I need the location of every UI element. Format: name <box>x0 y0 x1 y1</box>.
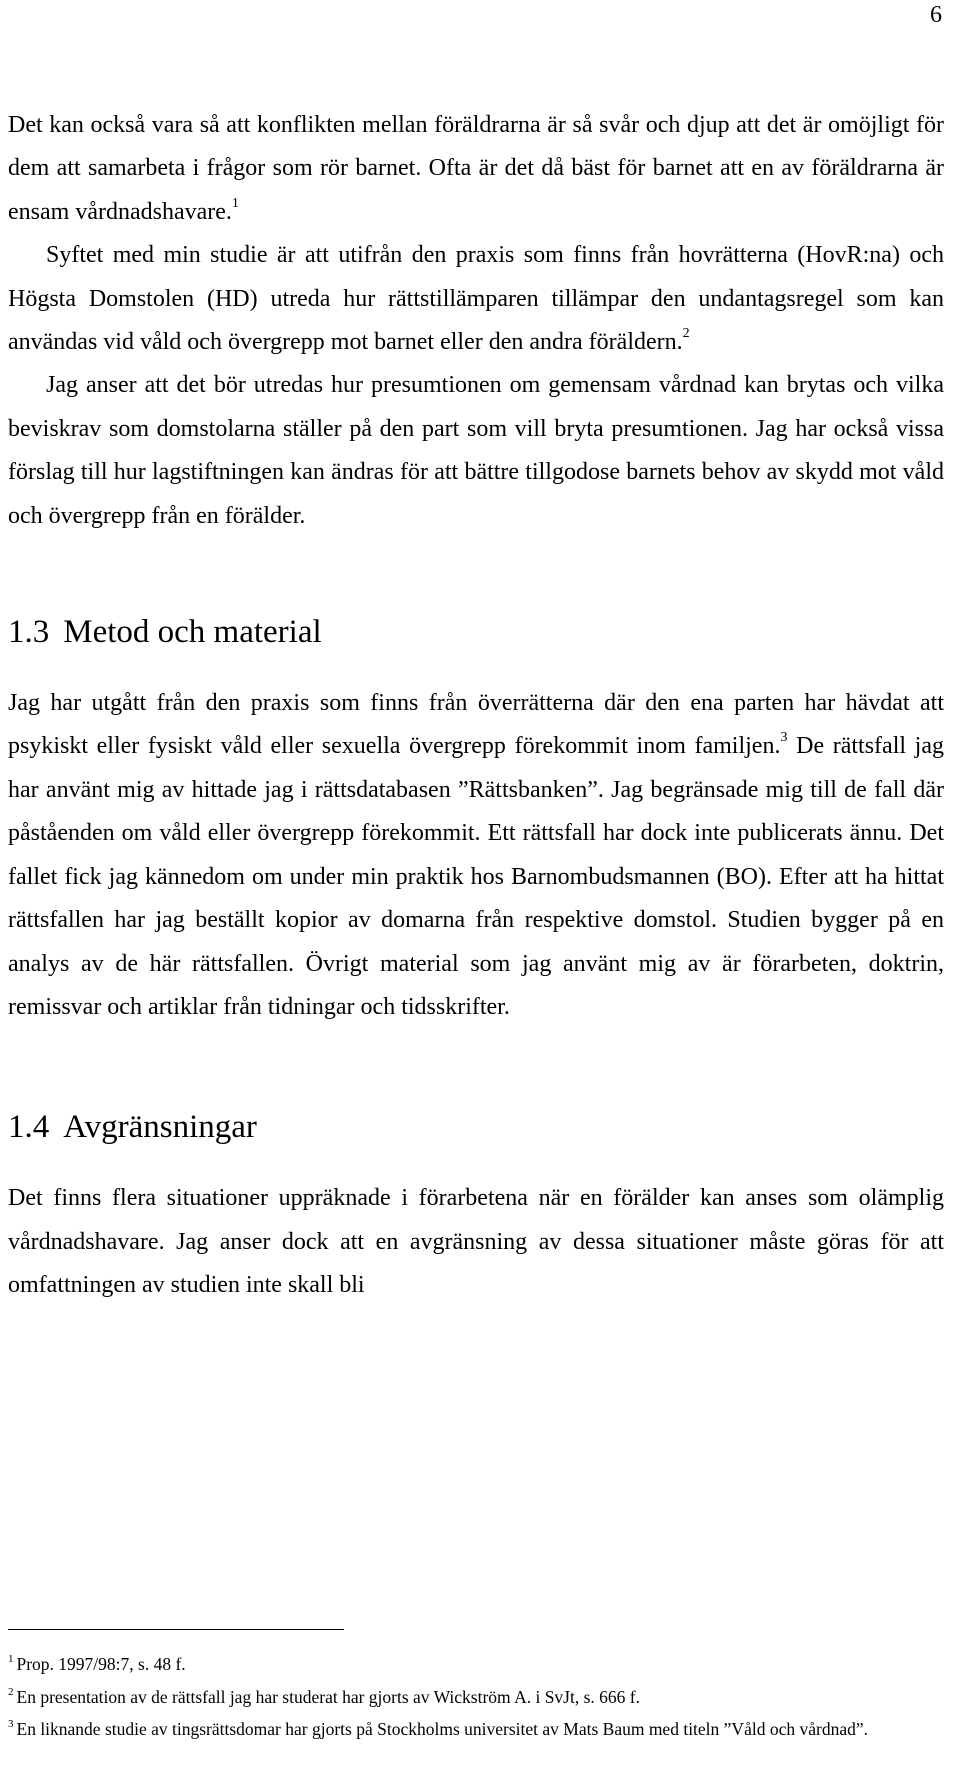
footnote-number: 1 <box>8 1653 14 1665</box>
footnote-number: 2 <box>8 1685 14 1698</box>
footnote-divider <box>8 1629 344 1630</box>
section-title: Avgränsningar <box>63 1109 257 1146</box>
paragraph <box>8 1177 944 1307</box>
paragraph <box>8 364 944 538</box>
paragraph <box>8 104 944 234</box>
paragraph <box>8 682 944 1029</box>
paragraph-text: Jag anser att det bör utredas hur presumtionen om gemensam vårdnad kan brytas och vilka beviskrav som domstolarna ställer på den part som vill bryta presumtionen. Jag har också vissa förslag till hur lagstiftningen kan ändras för att bättre tillgodose barnets behov av skydd mot våld och övergrepp från en förälder. <box>8 372 944 529</box>
paragraph-text: De rättsfall jag har använt mig av hittade jag i rättsdatabasen ”Rättsbanken”. Jag begränsade mig till de fall där påståenden om våld eller övergrepp förekommit. Ett rättsfall har dock inte publicerats ännu. Det fallet fick jag kännedom om under min praktik hos Barnombudsmannen (BO). Efter att ha hittat rättsfallen har jag beställt kopior av domarna från respektive domstol. Studien bygger på en analys av de här rättsfallen. Övrigt material som jag använt mig av är förarbeten, doktrin, remissvar och artiklar från tidningar och tidsskrifter. <box>8 733 944 1020</box>
footnote-text: Prop. 1997/98:7, s. 48 f. <box>16 1654 186 1674</box>
footnote-ref[interactable]: 1 <box>231 195 239 211</box>
footnote-text: En presentation av de rättsfall jag har studerat har gjorts av Wickström A. i SvJt, s. 666 f. <box>16 1686 640 1707</box>
footnote-ref[interactable]: 2 <box>682 326 690 342</box>
footnote <box>8 1713 944 1746</box>
section-number: 1.4 <box>8 1109 50 1146</box>
paragraph-text: Det finns flera situationer uppräknade i förarbetena när en förälder kan anses som olämplig vårdnadshavare. Jag anser dock att en avgränsning av dessa situationer måste göras för att omfattningen av studien inte skall bli <box>8 1185 944 1299</box>
footnote <box>8 1681 944 1714</box>
section-number: 1.3 <box>8 614 50 651</box>
footnote-text: En liknande studie av tingsrättsdomar har gjorts på Stockholms universitet av Mats Baum med titeln ”Våld och vårdnad”. <box>16 1719 868 1739</box>
page-number: 6 <box>930 2 942 28</box>
footnote <box>8 1648 944 1681</box>
document-body <box>8 104 944 1308</box>
footnote-number: 3 <box>8 1718 14 1730</box>
footnotes <box>8 1648 944 1746</box>
paragraph-text: Syftet med min studie är att utifrån den praxis som finns från hovrätterna (HovR:na) och Högsta Domstolen (HD) utreda hur rättstillämparen tillämpar den undantagsregel som kan användas vid våld och övergrepp mot barnet eller den andra föräldern. <box>8 242 944 356</box>
paragraph <box>8 234 944 364</box>
paragraph-text: Jag har utgått från den praxis som finns från överrätterna där den ena parten har hävdat att psykiskt eller fysiskt våld eller sexuella övergrepp förekommit inom familjen. <box>8 690 944 760</box>
section-heading <box>8 610 944 654</box>
section-heading <box>8 1105 944 1149</box>
section-title: Metod och material <box>63 614 322 651</box>
paragraph-text: Det kan också vara så att konflikten mellan föräldrarna är så svår och djup att det är omöjligt för dem att samarbeta i frågor som rör barnet. Ofta är det då bäst för barnet att en av föräldrarna är ensam vårdnadshavare. <box>8 112 944 225</box>
footnote-ref[interactable]: 3 <box>780 730 788 746</box>
